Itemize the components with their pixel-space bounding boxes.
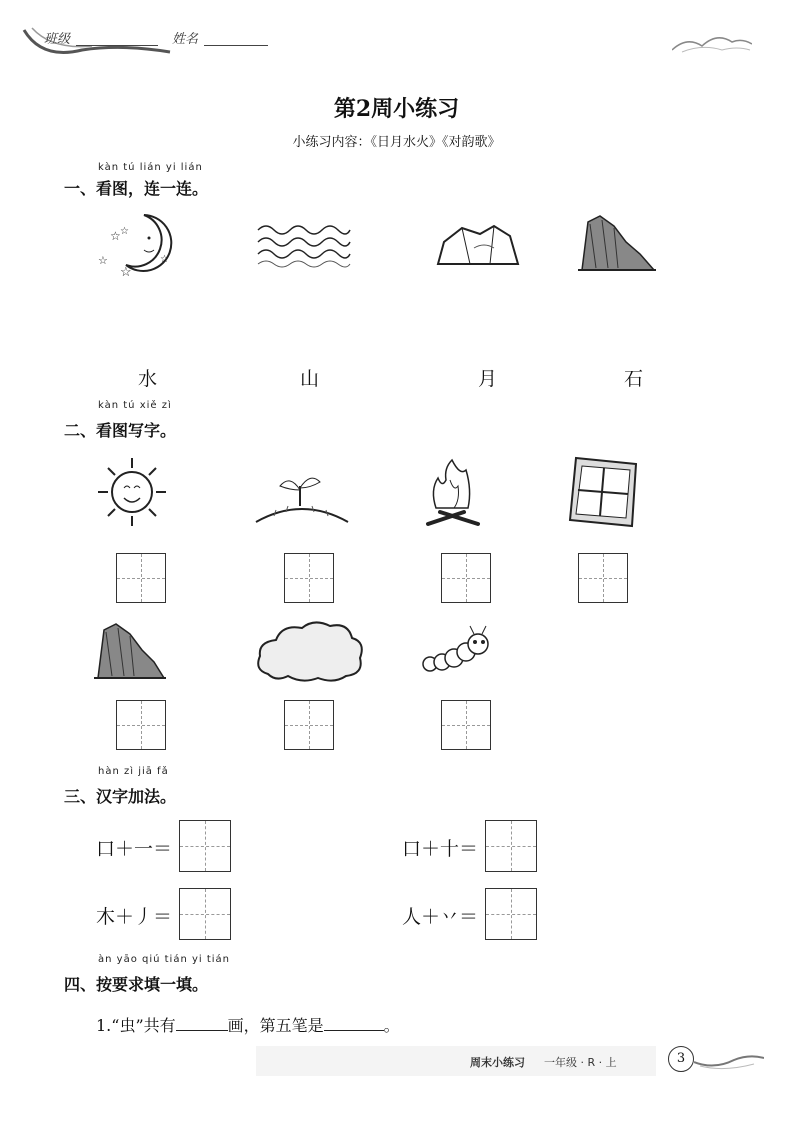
writing-box-mountain[interactable] xyxy=(116,700,166,750)
svg-text:☆: ☆ xyxy=(160,254,169,265)
field-image xyxy=(564,454,642,530)
svg-text:☆: ☆ xyxy=(98,254,108,267)
class-label: 班级 xyxy=(44,32,71,47)
svg-text:☆: ☆ xyxy=(120,226,129,237)
footer-brand: 周末小练习 xyxy=(470,1056,525,1069)
section4-pinyin: àn yāo qiú tián yi tián xyxy=(98,954,231,965)
sun-image xyxy=(96,456,168,528)
answer-box-4[interactable] xyxy=(485,888,537,940)
writing-box-sprout[interactable] xyxy=(284,553,334,603)
section3-pinyin: hàn zì jiā fǎ xyxy=(98,766,169,777)
header-mountain-decoration xyxy=(672,28,752,56)
class-blank[interactable] xyxy=(76,45,158,46)
page-title: 第2周小练习 xyxy=(333,96,460,122)
cloud-image xyxy=(254,618,366,684)
question-1-text-a: 1.“虫”共有 xyxy=(96,1016,176,1035)
section1-pinyin: kàn tú lián yi lián xyxy=(98,162,203,173)
name-label: 姓名 xyxy=(172,32,199,47)
section1-char-3[interactable]: 月 xyxy=(478,368,498,390)
svg-text:☆: ☆ xyxy=(120,265,132,280)
page-number-badge xyxy=(668,1046,694,1072)
writing-box-cloud[interactable] xyxy=(284,700,334,750)
section4-heading: 四、按要求填一填。 xyxy=(64,975,209,994)
equation-1: 口＋一＝ xyxy=(96,838,173,860)
question-1-text-b: 画，第五笔是 xyxy=(227,1016,324,1035)
writing-box-sun[interactable] xyxy=(116,553,166,603)
name-blank[interactable] xyxy=(204,45,268,46)
equation-4: 人＋丷＝ xyxy=(402,906,479,928)
writing-box-field[interactable] xyxy=(578,553,628,603)
section2-pinyin: kàn tú xiě zì xyxy=(98,400,172,411)
writing-box-caterpillar[interactable] xyxy=(441,700,491,750)
equation-2: 口＋十＝ xyxy=(402,838,479,860)
question-1-text-c: 。 xyxy=(383,1016,400,1035)
stone-image[interactable] xyxy=(434,220,522,270)
mountain-image-2 xyxy=(94,620,166,682)
section2-heading: 二、看图写字。 xyxy=(64,421,177,440)
sprout-on-soil-image xyxy=(254,466,350,526)
section1-heading: 一、看图，连一连。 xyxy=(64,179,209,198)
answer-box-2[interactable] xyxy=(485,820,537,872)
section1-char-1[interactable]: 水 xyxy=(138,368,158,390)
question-1 xyxy=(96,1012,400,1036)
mountain-image-1[interactable] xyxy=(578,212,656,274)
water-waves-image[interactable] xyxy=(256,220,352,268)
equation-3: 木＋丿＝ xyxy=(96,906,173,928)
fire-image xyxy=(420,456,484,532)
stroke-count-blank[interactable] xyxy=(176,1012,228,1031)
answer-box-1[interactable] xyxy=(179,820,231,872)
footer-grade: 一年级 · R · 上 xyxy=(544,1056,617,1069)
svg-text:☆: ☆ xyxy=(110,229,121,243)
fifth-stroke-blank[interactable] xyxy=(324,1012,384,1031)
section1-char-4[interactable]: 石 xyxy=(624,368,644,390)
section3-heading: 三、汉字加法。 xyxy=(64,787,177,806)
section1-char-2[interactable]: 山 xyxy=(300,368,320,390)
answer-box-3[interactable] xyxy=(179,888,231,940)
page-subtitle: 小练习内容：《日月水火》《对韵歌》 xyxy=(292,135,501,150)
page-number: 3 xyxy=(676,1051,686,1066)
writing-box-fire[interactable] xyxy=(441,553,491,603)
footer-brush-decoration xyxy=(694,1048,764,1072)
caterpillar-image xyxy=(420,624,492,680)
moon-and-stars-image[interactable] xyxy=(94,210,174,280)
